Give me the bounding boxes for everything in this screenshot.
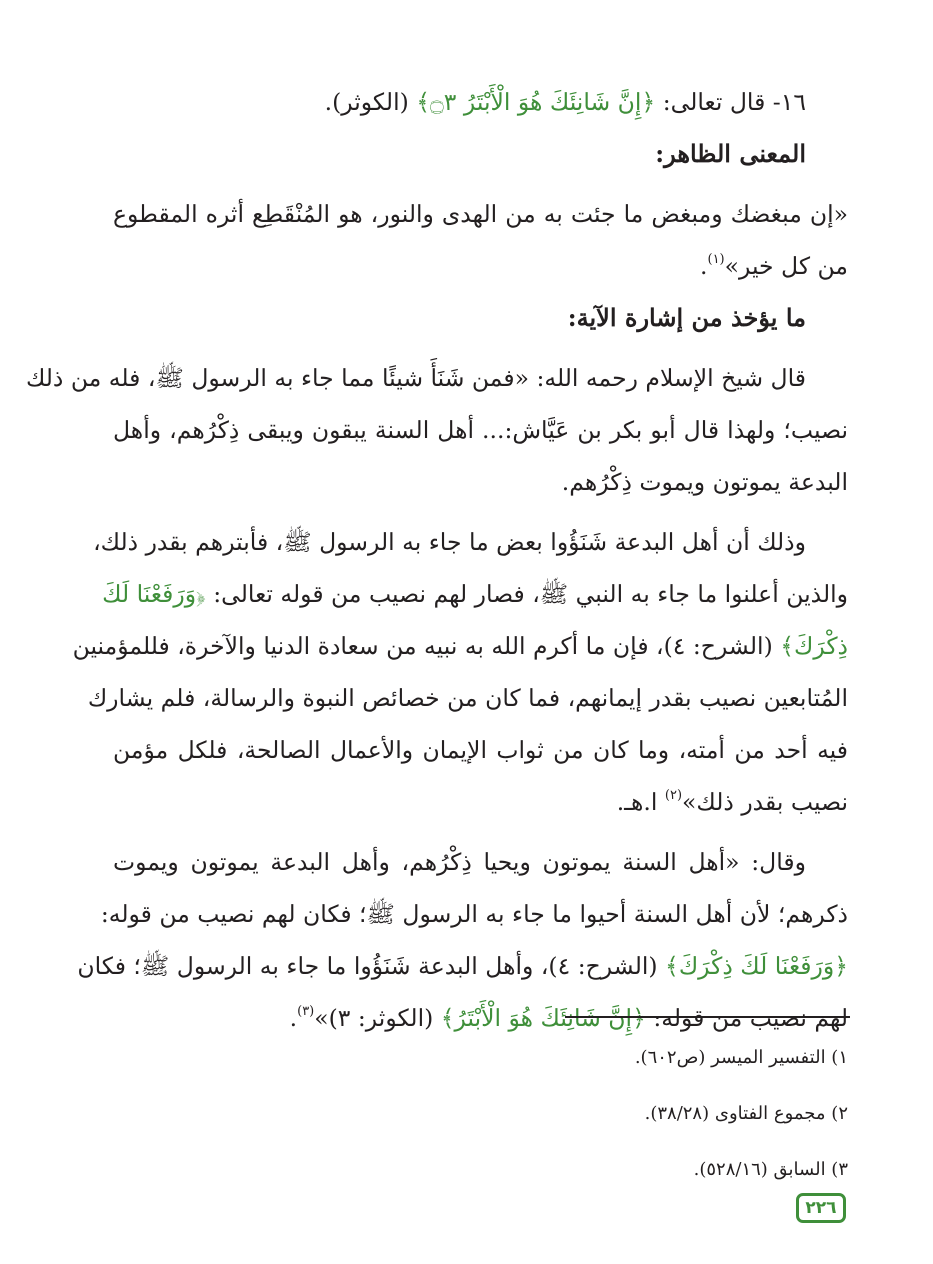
footnote-item: ٢) مجموع الفتاوى (٣٨/٢٨). (644, 1103, 848, 1124)
quran-verse: ﴿إِنَّ شَانِئَكَ هُوَ الْأَبْتَرُ ۝٣﴾ (416, 88, 656, 116)
footnote-marker: (١) (707, 252, 725, 267)
paragraph-line: قال شيخ الإسلام رحمه الله: «فمن شَنَأَ شيئًا مما جاء به الرسول ﷺ، فله من ذلك (25, 364, 806, 392)
paragraph-text: (الشرح: ٤)، فإن ما أكرم الله به نبيه من سعادة الدنيا والآخرة، فللمؤمنين (72, 632, 781, 660)
paragraph-sunnah-people (77, 836, 848, 1044)
paragraph-text: (الشرح: ٤)، وأهل البدعة شَنَؤُوا ما جاء به الرسول ﷺ؛ فكان (77, 952, 666, 980)
paragraph-line: المُتابعين نصيب بقدر إيمانهم، فما كان من خصائص النبوة والرسالة، فلم يشارك (87, 684, 848, 712)
paragraph-text: من كل خير» (724, 252, 848, 280)
quran-verse: ﴿وَرَفَعْنَا لَكَ (102, 580, 206, 608)
paragraph-line (113, 240, 848, 292)
paragraph-line (77, 940, 848, 992)
paragraph-line: نصيب؛ ولهذا قال أبو بكر بن عَيَّاش:... أهل السنة يبقون ويبقى ذِكْرُهم، وأهل (113, 416, 848, 444)
page-body (25, 76, 848, 1044)
verse-title-prefix: ١٦- قال تعالى: (655, 88, 806, 116)
paragraph-text: والذين أعلنوا ما جاء به النبي ﷺ، فصار لهم نصيب من قوله تعالى: (205, 580, 848, 608)
heading-verse-indication: ما يؤخذ من إشارة الآية: (567, 303, 806, 332)
paragraph-text: . (700, 252, 708, 280)
paragraph-line (72, 620, 848, 672)
paragraph-line: وذلك أن أهل البدعة شَنَؤُوا بعض ما جاء به الرسول ﷺ، فأبترهم بقدر ذلك، (93, 528, 806, 556)
heading-apparent-meaning: المعنى الظاهر: (655, 139, 806, 168)
paragraph-text: (الكوثر: ٣)» (314, 1004, 441, 1032)
verse-title-suffix: (الكوثر). (324, 88, 417, 116)
paragraph-text: لهم نصيب من قوله: (645, 1004, 848, 1032)
paragraph-innovators (72, 516, 848, 828)
paragraph-meaning (113, 188, 848, 292)
verse-title-line (113, 76, 848, 128)
quran-verse: ﴿وَرَفَعْنَا لَكَ ذِكْرَكَ﴾ (665, 952, 848, 980)
page-number: ٢٢٦ (796, 1193, 846, 1223)
footnotes (108, 1030, 848, 1198)
paragraph-line: وقال: «أهل السنة يموتون ويحيا ذِكْرُهم، وأهل البدعة يموتون ويموت (113, 848, 806, 876)
footnote-separator (565, 1016, 850, 1018)
paragraph-text: ا.هـ. (616, 788, 665, 816)
paragraph-line: ذكرهم؛ لأن أهل السنة أحيوا ما جاء به الرسول ﷺ؛ فكان لهم نصيب من قوله: (100, 900, 848, 928)
paragraph-ibn-taymiyyah (25, 352, 848, 508)
footnote-marker: (٢) (664, 788, 683, 803)
paragraph-line: فيه أحد من أمته، وما كان من ثواب الإيمان والأعمال الصالحة، فلكل مؤمن (113, 736, 848, 764)
footnote-item: ١) التفسير الميسر (ص٦٠٢). (634, 1047, 848, 1068)
quran-verse: ﴿إِنَّ شَانِئَكَ هُوَ الْأَبْتَرُ﴾ (440, 1004, 646, 1032)
quran-verse: ذِكْرَكَ﴾ (780, 632, 848, 660)
paragraph-line (102, 568, 848, 620)
paragraph-text: . (289, 1004, 298, 1032)
footnote-item: ٣) السابق (٥٢٨/١٦). (693, 1159, 848, 1180)
paragraph-line: «إن مبغضك ومبغض ما جئت به من الهدى والنور، هو المُنْقَطِع أثره المقطوع (113, 200, 848, 228)
footnote-marker: (٣) (297, 1004, 315, 1019)
paragraph-line (113, 776, 848, 828)
paragraph-text: نصيب بقدر ذلك» (682, 788, 848, 816)
paragraph-line: البدعة يموتون ويموت ذِكْرُهم. (561, 468, 848, 496)
